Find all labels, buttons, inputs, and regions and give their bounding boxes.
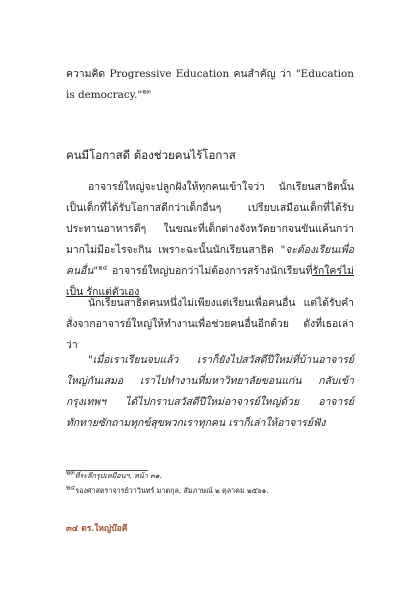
intro-text: ความคิด Progressive Education คนสำคัญ ว่า "Education is democracy."	[66, 68, 354, 101]
paragraph-1-text-b: อาจารย์ใหญ่บอกว่าไม่ต้องการสร้างนักเรียนที่	[107, 265, 313, 277]
footnote-24	[66, 485, 356, 497]
footnote-23	[66, 470, 356, 482]
paragraph-1-text-a: อาจารย์ใหญ่จะปลูกฝังให้ทุกคนเข้าใจว่า นักเรียนสาธิตนั้นเป็นเด็กที่ได้รับโอกาสดีกว่าเด็กอื่นๆ เปรียบเสมือนเด็กที่ได้รับประทานอาหารดีๆ ในขณะที่เด็กต่างจังหวัดยากจนขันแค้นกว่ามากไม่มีอะไรจะกิน เพราะฉะนั้นนักเรียนสาธิต	[66, 181, 354, 256]
paragraph-1	[66, 177, 354, 303]
footnote-23-mark: ๒๓	[66, 468, 75, 477]
paragraph-1-quote: "จะต้องเรียนเพื่อคนอื่น"	[66, 244, 354, 277]
footnote-24-mark: ๒๔	[66, 483, 76, 492]
footnote-ref-23: ๒๓	[142, 87, 151, 96]
intro-paragraph	[66, 64, 354, 106]
footnote-23-text: ที่ระลึกรุปเหมือนฯ, หน้า ๓๑.	[74, 471, 162, 480]
paragraph-1-underlined: รักใคร่ไม่เป็น รักแต่ตัวเอง	[66, 265, 354, 298]
paragraph-3-quote: "เมื่อเราเรียนจบแล้ว เราก็ยังไปสวัสดีปีใหม่ที่บ้านอาจารย์ใหญ่กันเสมอ เราไปทำงานที่มหาวิทยาลัยขอนแก่น กลับเข้ากรุงเทพฯ ได้ไปกราบสวัสดีปีใหม่อาจารย์ใหญ่ด้วย อาจารย์ทักทายซักถามทุกข์สุขพวกเราทุกคน เราก็เล่าให้อาจารย์ฟัง	[66, 354, 354, 429]
footnote-24-text: รองศาสตราจารย์วาวินทร์ มาตกุล, สัมภาษณ์ ๒ ตุลาคม ๒๕๖๑.	[75, 486, 269, 495]
page-number-running-head: ๓๔ ดร.ใหญ่บ๊อคี	[66, 524, 128, 534]
paragraph-2: นักเรียนสาธิตคนหนึ่งไม่เพียงแต่เรียนเพื่อคนอื่น แต่ได้รับคำสั่งจากอาจารย์ใหญ่ให้ทำงานเพื่อช่วยคนอื่นอีกด้วย ดังที่เธอเล่าว่า	[66, 297, 354, 351]
footnote-ref-24: ๒๔	[98, 263, 108, 272]
section-heading: คนมีโอกาสดี ต้องช่วยคนไร้โอกาส	[66, 148, 236, 162]
